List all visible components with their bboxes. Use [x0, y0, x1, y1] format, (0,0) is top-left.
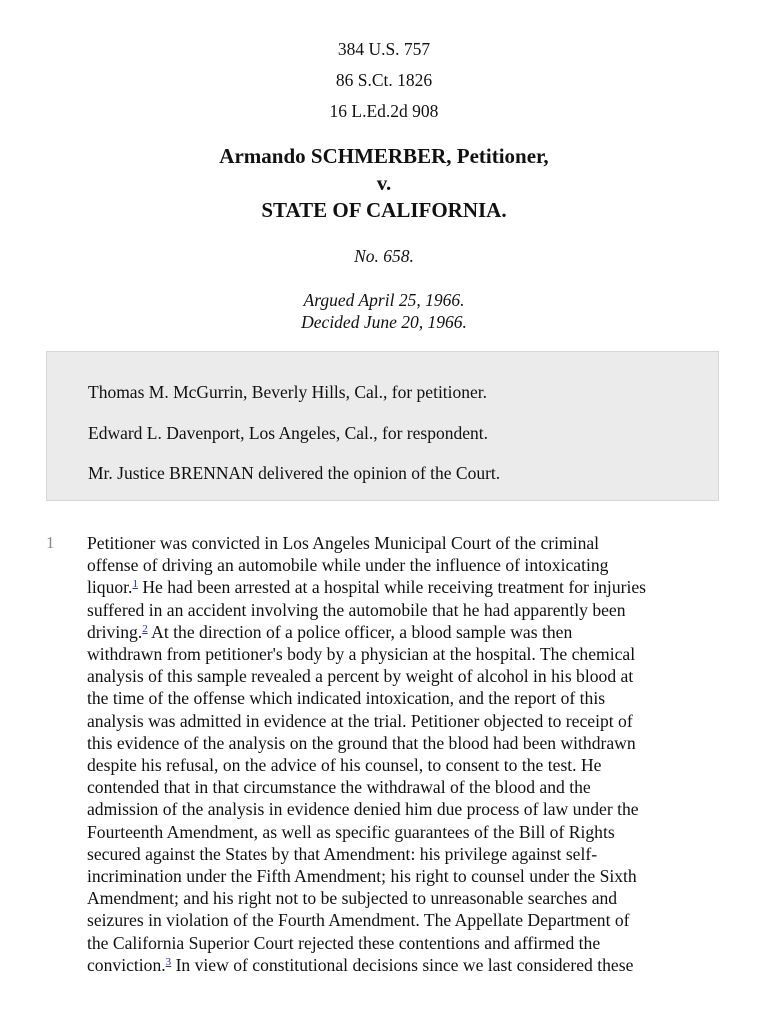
paragraph-line: incrimination under the Fifth Amendment; his right to counsel under the Sixth: [87, 866, 637, 887]
versus-label: v.: [376, 171, 392, 195]
paragraph-text: He had been arrested at a hospital while receiving treatment for injuries: [137, 577, 647, 598]
argued-date: Argued April 25, 1966.: [303, 290, 465, 310]
footnote-link-3[interactable]: 3: [165, 955, 172, 968]
paragraph-text: driving.: [87, 621, 143, 642]
case-dates: [0, 289, 768, 333]
paragraph-line: suffered in an accident involving the automobile that he had apparently been: [87, 599, 626, 620]
footnote-link-1[interactable]: 1: [132, 578, 138, 591]
paragraph-line: offense of driving an automobile while under the influence of intoxicating: [87, 555, 609, 576]
counsel-petitioner: Thomas M. McGurrin, Beverly Hills, Cal., for petitioner.: [88, 382, 488, 402]
paragraph-line: despite his refusal, on the advice of his counsel, to consent to the test. He: [87, 755, 602, 776]
paragraph-line: the time of the offense which indicated intoxication, and the report of this: [87, 688, 606, 709]
paragraph-line: analysis was admitted in evidence at the trial. Petitioner objected to receipt of: [87, 710, 633, 731]
us-reports-citation: 384 U.S. 757: [337, 39, 431, 59]
respondent-name: STATE OF CALIFORNIA.: [261, 198, 507, 222]
counsel-box: [46, 351, 719, 501]
paragraph-line: Fourteenth Amendment, as well as specific guarantees of the Bill of Rights: [87, 821, 615, 842]
paragraph-line: analysis of this sample revealed a percent by weight of alcohol in his blood at: [87, 666, 634, 687]
paragraph-text: At the direction of a police officer, a blood sample was then: [147, 621, 573, 642]
footnote-link-2[interactable]: 2: [142, 622, 148, 635]
paragraph-line: contended that in that circumstance the withdrawal of the blood and the: [87, 777, 591, 798]
paragraph-line: secured against the States by that Amendment: his privilege against self-: [87, 843, 598, 864]
petitioner-name: Armando SCHMERBER, Petitioner,: [219, 144, 549, 168]
docket-number: No. 658.: [354, 246, 414, 266]
supreme-court-reporter-citation: 86 S.Ct. 1826: [335, 70, 433, 90]
opinion-paragraph: [87, 532, 727, 976]
counsel-respondent: Edward L. Davenport, Los Angeles, Cal., for respondent.: [88, 423, 488, 443]
paragraph-line: withdrawn from petitioner's body by a physician at the hospital. The chemical: [87, 644, 636, 665]
paragraph-text: conviction.: [87, 954, 166, 975]
paragraph-line: Amendment; and his right not to be subjected to unreasonable searches and: [87, 888, 618, 909]
paragraph-line: seizures in violation of the Fourth Amendment. The Appellate Department of: [87, 910, 630, 931]
paragraph-line: this evidence of the analysis on the ground that the blood had been withdrawn: [87, 732, 636, 753]
paragraph-line: [87, 621, 727, 643]
opinion-author: Mr. Justice BRENNAN delivered the opinion of the Court.: [88, 463, 501, 483]
paragraph-line: admission of the analysis in evidence denied him due process of law under the: [87, 799, 639, 820]
case-title: [0, 143, 768, 224]
paragraph-number: 1: [46, 533, 55, 552]
lawyers-edition-citation: 16 L.Ed.2d 908: [329, 101, 439, 121]
paragraph-line: the California Superior Court rejected these contentions and affirmed the: [87, 932, 601, 953]
paragraph-text: In view of constitutional decisions since we last considered these: [171, 954, 634, 975]
paragraph-line: [87, 954, 727, 976]
decided-date: Decided June 20, 1966.: [301, 312, 467, 332]
paragraph-line: [87, 576, 727, 598]
paragraph-line: Petitioner was convicted in Los Angeles Municipal Court of the criminal: [87, 533, 600, 553]
citation-block: [0, 34, 768, 127]
paragraph-text: liquor.: [87, 577, 133, 598]
